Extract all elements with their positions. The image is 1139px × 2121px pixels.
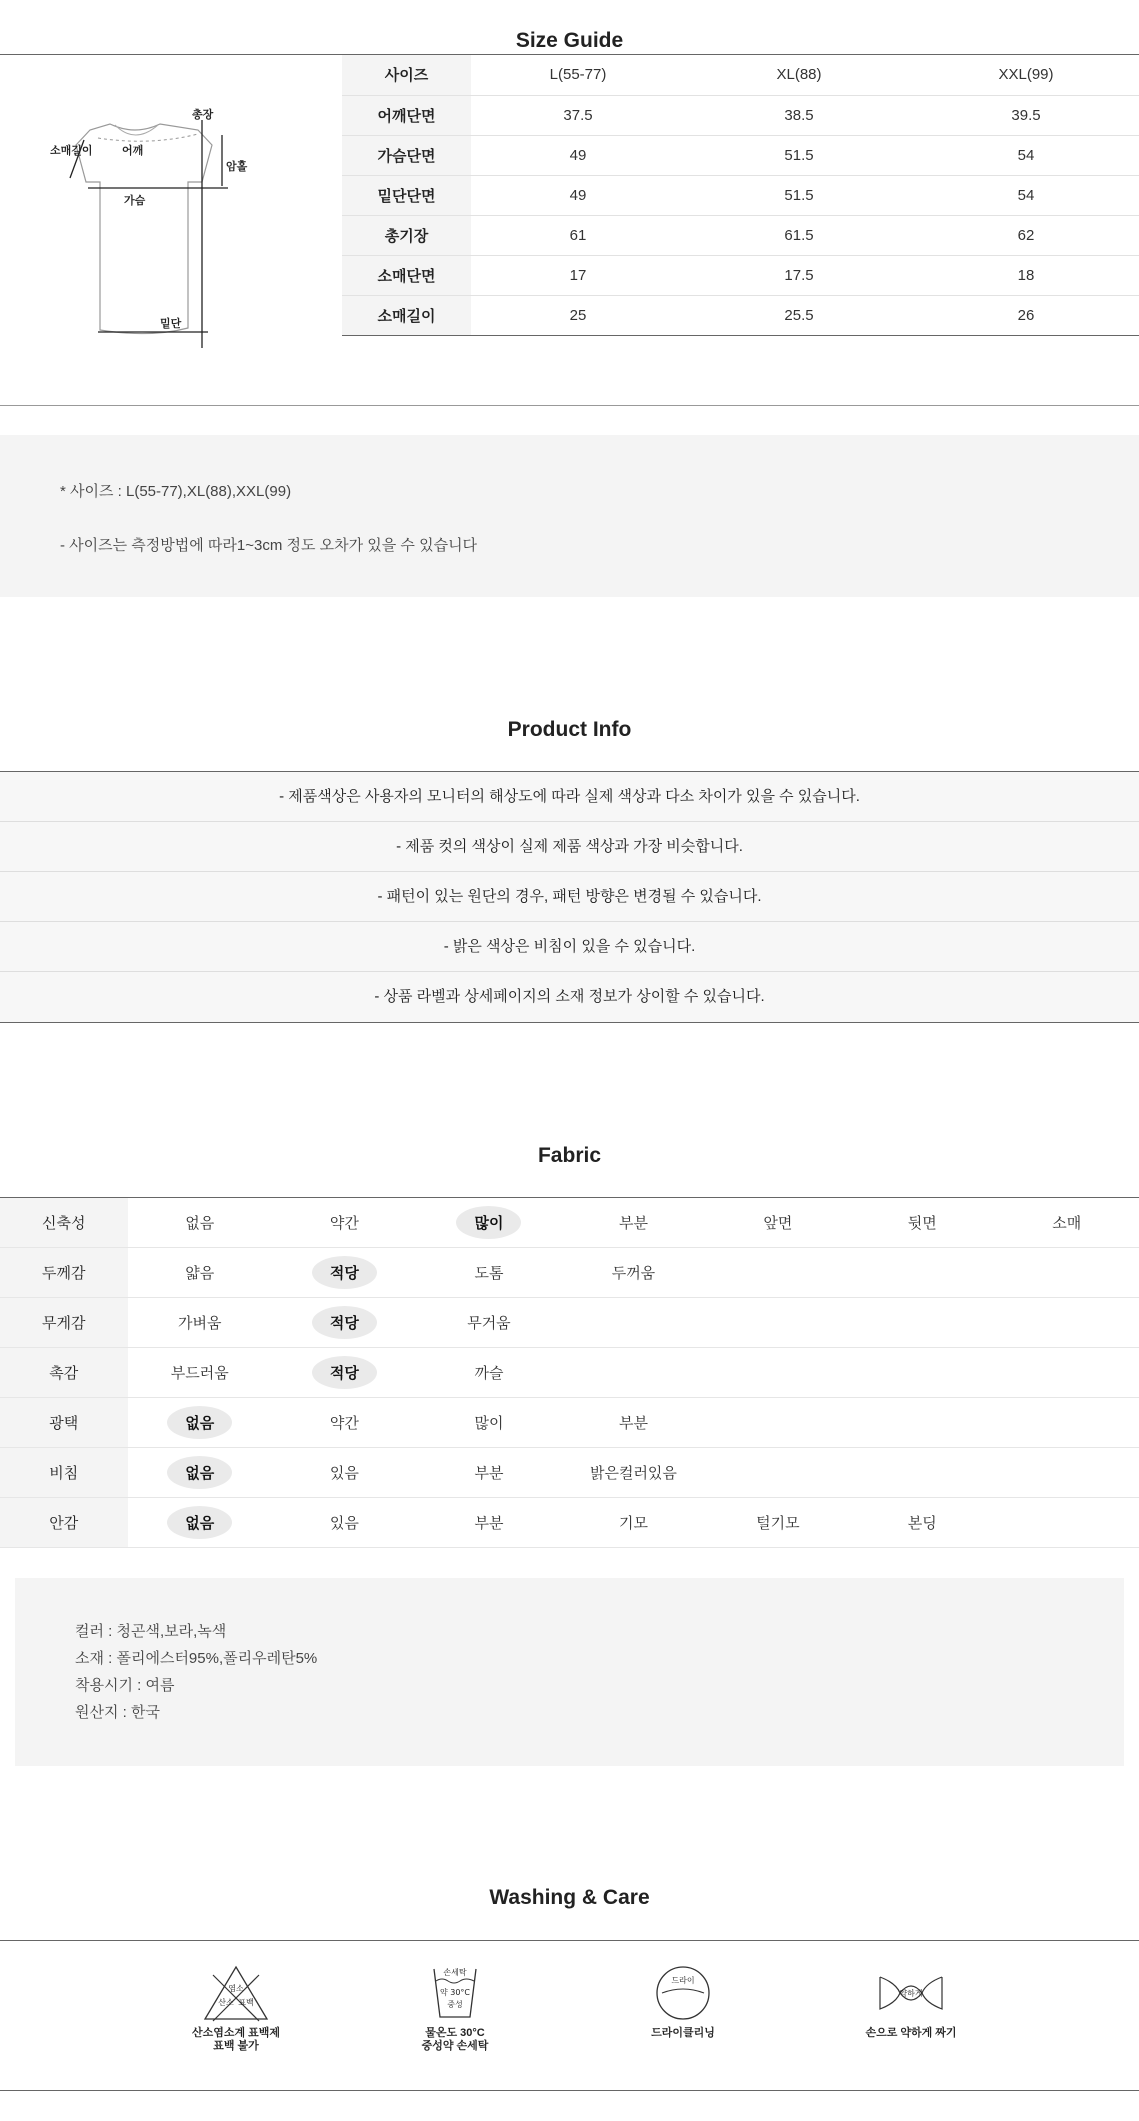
fabric-option-cell (995, 1298, 1139, 1348)
fabric-option-cell (850, 1348, 994, 1398)
fabric-option-cell (995, 1498, 1139, 1548)
fabric-option-selected: 많이 (456, 1206, 521, 1239)
fabric-option-selected: 없음 (167, 1506, 232, 1539)
fabric-option: 약간 (329, 1215, 359, 1232)
cell-value: 25 (471, 295, 685, 335)
fabric-option: 털기모 (756, 1515, 800, 1532)
list-item: - 제품 컷의 색상이 실제 제품 색상과 가장 비슷합니다. (0, 822, 1139, 872)
detail-line: 소재 : 폴리에스터95%,폴리우레탄5% (75, 1650, 318, 1667)
fabric-option-cell (272, 1448, 417, 1498)
fabric-option-cell (272, 1348, 417, 1398)
gentle-wring-icon (876, 1963, 946, 2023)
detail-line: 컬러 : 청곤색,보라,녹색 (75, 1623, 227, 1640)
wash-caption-line: 물온도 30°C (425, 2027, 485, 2039)
fabric-option-cell (417, 1398, 562, 1448)
hand-wash-icon (420, 1963, 490, 2023)
fabric-option-cell (706, 1448, 850, 1498)
diagram-label-hem: 밑단 (160, 318, 182, 330)
cell-value: 18 (913, 255, 1139, 295)
fabric-option-cell (850, 1248, 994, 1298)
fabric-option: 많이 (474, 1415, 504, 1432)
wash-caption-line: 산소염소계 표백제 (191, 2027, 281, 2039)
fabric-option-cell (272, 1248, 417, 1298)
fabric-option-selected: 적당 (312, 1306, 377, 1339)
cell-value: 49 (471, 175, 685, 215)
fabric-row (0, 1248, 1139, 1298)
cell-value: 25.5 (685, 295, 913, 335)
cell-value: 37.5 (471, 95, 685, 135)
size-note-line: * 사이즈 : L(55-77),XL(88),XXL(99) (60, 483, 292, 500)
fabric-option-cell (417, 1498, 562, 1548)
fabric-option: 밝은컬러있음 (589, 1465, 677, 1482)
fabric-option-cell (417, 1448, 562, 1498)
diagram-label-shoulder: 어깨 (122, 145, 144, 157)
cell-value: 54 (913, 135, 1139, 175)
fabric-option-cell (128, 1298, 273, 1348)
size-table-header (342, 55, 1139, 95)
cell-value: 38.5 (685, 95, 913, 135)
fabric-option-selected: 적당 (312, 1356, 377, 1389)
fabric-option-cell (561, 1248, 705, 1298)
fabric-option: 가벼움 (178, 1315, 222, 1332)
fabric-option-cell (850, 1398, 994, 1448)
size-header-label: 사이즈 (342, 55, 471, 95)
list-item: - 패턴이 있는 원단의 경우, 패턴 방향은 변경될 수 있습니다. (0, 872, 1139, 922)
icon-text: 드라이 (671, 1976, 695, 1985)
fabric-option-cell (128, 1348, 273, 1398)
diagram-label-sleeve-length: 소매길이 (50, 145, 93, 157)
fabric-option-cell (417, 1298, 562, 1348)
fabric-option: 소매 (1052, 1215, 1082, 1232)
no-bleach-icon (201, 1963, 271, 2023)
row-label: 밑단단면 (342, 175, 471, 215)
cell-value: 17 (471, 255, 685, 295)
fabric-option-selected: 적당 (312, 1256, 377, 1289)
icon-text: 염소 (228, 1984, 244, 1993)
table-row (342, 95, 1139, 135)
table-row (342, 215, 1139, 255)
fabric-option-cell (850, 1298, 994, 1348)
fabric-option-cell (272, 1498, 417, 1548)
fabric-option-selected: 없음 (167, 1406, 232, 1439)
fabric-option-cell (706, 1498, 850, 1548)
diagram-label-armhole: 암홀 (226, 161, 248, 173)
fabric-row (0, 1448, 1139, 1498)
cell-value: 17.5 (685, 255, 913, 295)
row-label: 가슴단면 (342, 135, 471, 175)
fabric-option-cell (850, 1448, 994, 1498)
fabric-option-cell (561, 1498, 705, 1548)
icon-text: 산소 (218, 1998, 234, 2007)
fabric-option: 부드러움 (170, 1365, 229, 1382)
wash-item (836, 1963, 986, 2040)
fabric-option: 얇음 (185, 1265, 215, 1282)
fabric-row-label: 두께감 (0, 1248, 128, 1298)
fabric-option-cell (850, 1198, 994, 1248)
washing-title: Washing & Care (489, 1886, 650, 1909)
fabric-option: 까슬 (474, 1365, 504, 1382)
detail-line: 원산지 : 한국 (75, 1704, 160, 1721)
fabric-option-cell (995, 1248, 1139, 1298)
fabric-option-cell (561, 1448, 705, 1498)
cell-value: 51.5 (685, 135, 913, 175)
fabric-option: 도톰 (474, 1265, 504, 1282)
list-item: - 상품 라벨과 상세페이지의 소재 정보가 상이할 수 있습니다. (0, 972, 1139, 1022)
size-note-box (0, 435, 1139, 597)
list-item: - 밝은 색상은 비침이 있을 수 있습니다. (0, 922, 1139, 972)
size-header-l: L(55-77) (471, 55, 685, 95)
fabric-title: Fabric (537, 1144, 602, 1167)
fabric-option: 부분 (474, 1515, 504, 1532)
fabric-option-cell (417, 1198, 562, 1248)
table-row (342, 175, 1139, 215)
wash-caption-line: 중성약 손세탁 (421, 2040, 489, 2052)
divider (0, 1940, 1139, 1941)
cell-value: 61 (471, 215, 685, 255)
fabric-option-cell (995, 1448, 1139, 1498)
fabric-option: 있음 (329, 1515, 359, 1532)
fabric-option-cell (706, 1298, 850, 1348)
wash-caption-line: 손으로 약하게 짜기 (865, 2027, 957, 2039)
fabric-option-selected: 없음 (167, 1456, 232, 1489)
fabric-option: 부분 (618, 1215, 648, 1232)
cell-value: 54 (913, 175, 1139, 215)
fabric-option-cell (561, 1198, 705, 1248)
fabric-option-cell (706, 1198, 850, 1248)
size-guide-title: Size Guide (515, 29, 624, 52)
fabric-option-cell (128, 1498, 273, 1548)
fabric-option: 있음 (329, 1465, 359, 1482)
fabric-option-cell (128, 1248, 273, 1298)
divider (0, 405, 1139, 406)
diagram-label-chest: 가슴 (124, 195, 146, 207)
product-info-title: Product Info (507, 718, 632, 741)
fabric-row-label: 비침 (0, 1448, 128, 1498)
fabric-table (0, 1197, 1139, 1548)
fabric-option: 앞면 (763, 1215, 793, 1232)
fabric-option-cell (128, 1448, 273, 1498)
cell-value: 26 (913, 295, 1139, 335)
product-info-list (0, 771, 1139, 1023)
fabric-option: 뒷면 (907, 1215, 937, 1232)
fabric-row-label: 무게감 (0, 1298, 128, 1348)
fabric-row (0, 1198, 1139, 1248)
cell-value: 39.5 (913, 95, 1139, 135)
list-item: - 제품색상은 사용자의 모니터의 해상도에 따라 실제 색상과 다소 차이가 있을 수 있습니다. (0, 772, 1139, 822)
table-row (342, 255, 1139, 295)
fabric-option-cell (417, 1248, 562, 1298)
cell-value: 51.5 (685, 175, 913, 215)
icon-text: 손세탁 (443, 1968, 467, 1977)
cell-value: 49 (471, 135, 685, 175)
fabric-option-cell (995, 1198, 1139, 1248)
icon-text: 중성 (447, 2000, 463, 2009)
wash-item (608, 1963, 758, 2040)
fabric-option: 부분 (618, 1415, 648, 1432)
fabric-option-cell (128, 1398, 273, 1448)
fabric-option: 없음 (185, 1215, 215, 1232)
wash-caption-line: 드라이클리닝 (651, 2027, 715, 2039)
divider (0, 2090, 1139, 2091)
fabric-option: 기모 (618, 1515, 648, 1532)
wash-caption (608, 2027, 758, 2040)
fabric-option-cell (706, 1248, 850, 1298)
row-label: 어깨단면 (342, 95, 471, 135)
wash-caption (161, 2027, 311, 2053)
product-detail-box (15, 1578, 1124, 1766)
fabric-option-cell (995, 1398, 1139, 1448)
table-row (342, 295, 1139, 335)
fabric-option-cell (417, 1348, 562, 1398)
wash-caption-line: 표백 불가 (213, 2040, 259, 2052)
fabric-option: 부분 (474, 1465, 504, 1482)
fabric-option-cell (706, 1348, 850, 1398)
fabric-option-cell (850, 1498, 994, 1548)
fabric-row-label: 광택 (0, 1398, 128, 1448)
size-note-line: - 사이즈는 측정방법에 따라1~3cm 정도 오차가 있을 수 있습니다 (60, 537, 478, 554)
fabric-row (0, 1498, 1139, 1548)
detail-line: 착용시기 : 여름 (75, 1677, 175, 1694)
size-header-xxl: XXL(99) (913, 55, 1139, 95)
cell-value: 62 (913, 215, 1139, 255)
fabric-row (0, 1398, 1139, 1448)
row-label: 소매길이 (342, 295, 471, 335)
fabric-option-cell (272, 1198, 417, 1248)
fabric-row-label: 신축성 (0, 1198, 128, 1248)
row-label: 총기장 (342, 215, 471, 255)
fabric-row (0, 1348, 1139, 1398)
diagram-label-total-length: 총장 (192, 109, 214, 121)
wash-caption (836, 2027, 986, 2040)
fabric-option-cell (128, 1198, 273, 1248)
fabric-option-cell (272, 1298, 417, 1348)
fabric-row (0, 1298, 1139, 1348)
fabric-option: 약간 (329, 1415, 359, 1432)
wash-item (380, 1963, 530, 2053)
fabric-option-cell (995, 1348, 1139, 1398)
wash-item (161, 1963, 311, 2053)
size-header-xl: XL(88) (685, 55, 913, 95)
fabric-option-cell (561, 1298, 705, 1348)
table-row (342, 135, 1139, 175)
icon-text: 표백 (238, 1998, 254, 2007)
size-table (342, 55, 1139, 336)
garment-measurement-diagram (40, 100, 280, 360)
icon-text: 약하게 (899, 1989, 923, 1998)
wash-caption (380, 2027, 530, 2053)
fabric-row-label: 촉감 (0, 1348, 128, 1398)
fabric-option: 두꺼움 (611, 1265, 656, 1282)
fabric-option-cell (561, 1348, 705, 1398)
fabric-option-cell (561, 1398, 705, 1448)
icon-text: 약 30°C (439, 1988, 471, 1997)
row-label: 소매단면 (342, 255, 471, 295)
fabric-row-label: 안감 (0, 1498, 128, 1548)
fabric-option: 본딩 (907, 1515, 937, 1532)
cell-value: 61.5 (685, 215, 913, 255)
fabric-option-cell (272, 1398, 417, 1448)
fabric-option: 무거움 (467, 1315, 511, 1332)
fabric-option-cell (706, 1398, 850, 1448)
dry-clean-icon (648, 1963, 718, 2023)
